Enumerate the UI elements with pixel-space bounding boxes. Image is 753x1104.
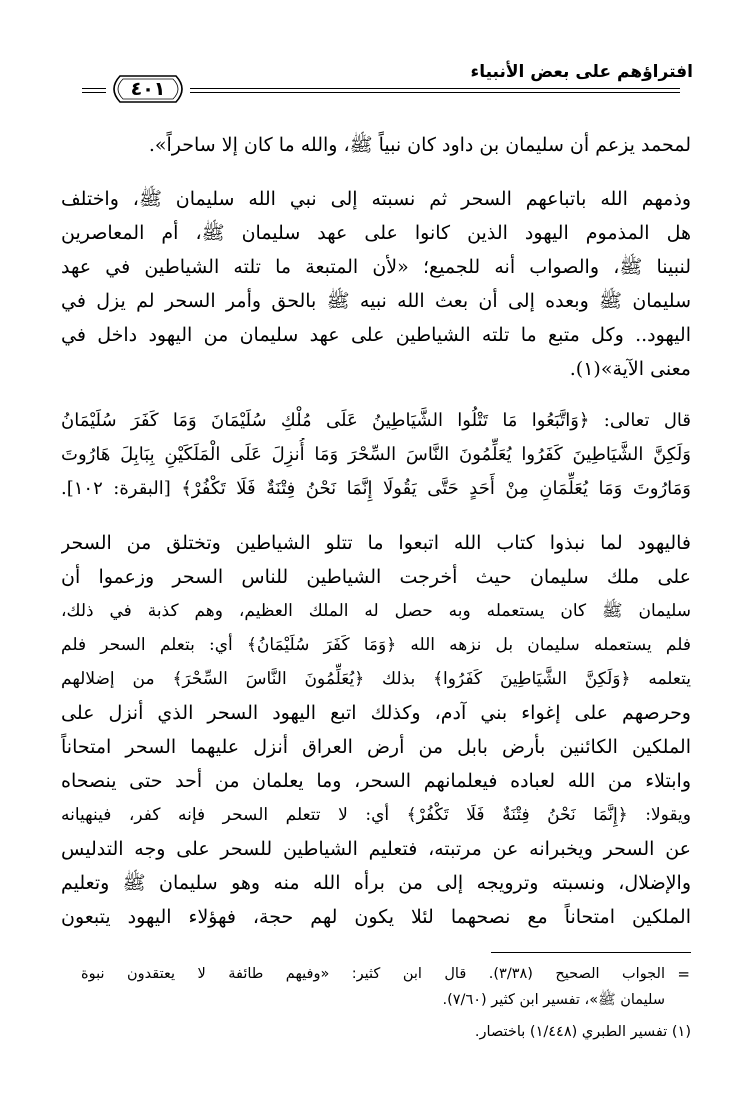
text-line: سليمان ﷺ كان يستعمله وبه حصل له الملك العظيم، وهم كذبة في ذلك، xyxy=(61,601,691,621)
verse-line: وَمَارُوتَ وَمَا يُعَلِّمَانِ مِنْ أَحَدٍ حَتَّى يَقُولَا إِنَّمَا نَحْنُ فِتْنَةٌ فَلَا تَكْفُرْ﴾ [البقرة: ١٠٢]. xyxy=(61,478,691,499)
verse-line: قال تعالى: ﴿وَاتَّبَعُوا مَا تَتْلُوا الشَّيَاطِينُ عَلَى مُلْكِ سُلَيْمَانَ وَمَا كَفَرَ سُلَيْمَانُ xyxy=(61,410,691,431)
text-line: والإضلال، ونسبته وترويجه إلى من برأه الله منه وهو سليمان ﷺ وتعليم xyxy=(61,872,691,894)
running-title: افتراؤهم على بعض الأنبياء xyxy=(470,62,693,82)
text-line: ويقولا: ﴿إِنَّمَا نَحْنُ فِتْنَةٌ فَلَا تَكْفُرْ﴾ أي: لا تتعلم السحر فإنه كفر، فينهيانه xyxy=(61,805,691,825)
text-line: وحرصهم على إغواء بني آدم، وكذلك اتبع اليهود السحر الذي أنزل على xyxy=(61,702,691,724)
footnote-1: (١) تفسير الطبري (١/٤٤٨) باختصار. xyxy=(474,1024,691,1040)
text-line: سليمان ﷺ وبعده إلى أن بعث الله نبيه ﷺ بالحق وأمر السحر لم يزل في xyxy=(61,290,691,312)
text-line: يتعلمه ﴿وَلَكِنَّ الشَّيَاطِينَ كَفَرُوا﴾ بذلك ﴿يُعَلِّمُونَ النَّاسَ السِّحْرَ﴾ من إضلالهم xyxy=(61,669,691,689)
page-number-badge xyxy=(106,74,190,104)
text-line: لنبينا ﷺ، والصواب أنه للجميع؛ «لأن المتبعة ما تلته الشياطين في عهد xyxy=(61,256,691,278)
header-rule-left xyxy=(82,88,106,93)
footnote-line: الجواب الصحيح (٣/٣٨). قال ابن كثير: «وفيهم طائفة لا يعتقدون نبوة xyxy=(81,966,665,982)
text-line: لمحمد يزعم أن سليمان بن داود كان نبياً ﷺ، والله ما كان إلا ساحراً». xyxy=(148,134,691,156)
text-line: هل المذموم اليهود الذين كانوا على عهد سليمان ﷺ، أم المعاصرين xyxy=(61,222,691,244)
text-line: الملكين امتحاناً مع نصحهما لئلا يكون لهم حجة، فهؤلاء اليهود يتبعون xyxy=(61,906,691,928)
footnote-line: سليمان ﷺ»، تفسير ابن كثير (٧/٦٠). xyxy=(442,992,665,1008)
text-line: فاليهود لما نبذوا كتاب الله اتبعوا ما تتلو الشياطين وتختلق من السحر xyxy=(61,532,691,554)
footnote-continuation-marker: = xyxy=(677,965,690,983)
text-line: اليهود.. وكل متبع ما تلته الشياطين على عهد سليمان من اليهود داخل في xyxy=(61,324,691,346)
text-line: معنى الآية»(١). xyxy=(569,358,691,380)
text-line: وابتلاء من الله لعباده فيعلمانهم السحر، وما يعلمان من أحد حتى ينصحاه xyxy=(61,770,691,792)
header-rule-right xyxy=(190,88,680,93)
text-line: فلم يستعمله سليمان بل نزهه الله ﴿وَمَا كَفَرَ سُلَيْمَانُ﴾ أي: بتعلم السحر فلم xyxy=(61,635,691,655)
text-line: وذمهم الله باتباعهم السحر ثم نسبته إلى نبي الله سليمان ﷺ، واختلف xyxy=(61,188,691,210)
text-line: الملكين الكائنين بأرض بابل من أرض العراق أنزل عليهما السحر امتحاناً xyxy=(61,736,691,758)
text-line: عن السحر ويخبرانه عن مرتبته، فتعليم الشياطين للسحر على وجه التدليس xyxy=(61,838,691,860)
footnote-separator xyxy=(491,952,691,953)
verse-line: وَلَكِنَّ الشَّيَاطِينَ كَفَرُوا يُعَلِّمُونَ النَّاسَ السِّحْرَ وَمَا أُنزِلَ عَلَى الْمَلَكَيْنِ بِبَابِلَ هَارُوتَ xyxy=(61,444,691,465)
text-line: على ملك سليمان حيث أخرجت الشياطين للناس السحر وزعموا أن xyxy=(61,566,691,588)
page-number: ٤٠١ xyxy=(130,78,166,100)
